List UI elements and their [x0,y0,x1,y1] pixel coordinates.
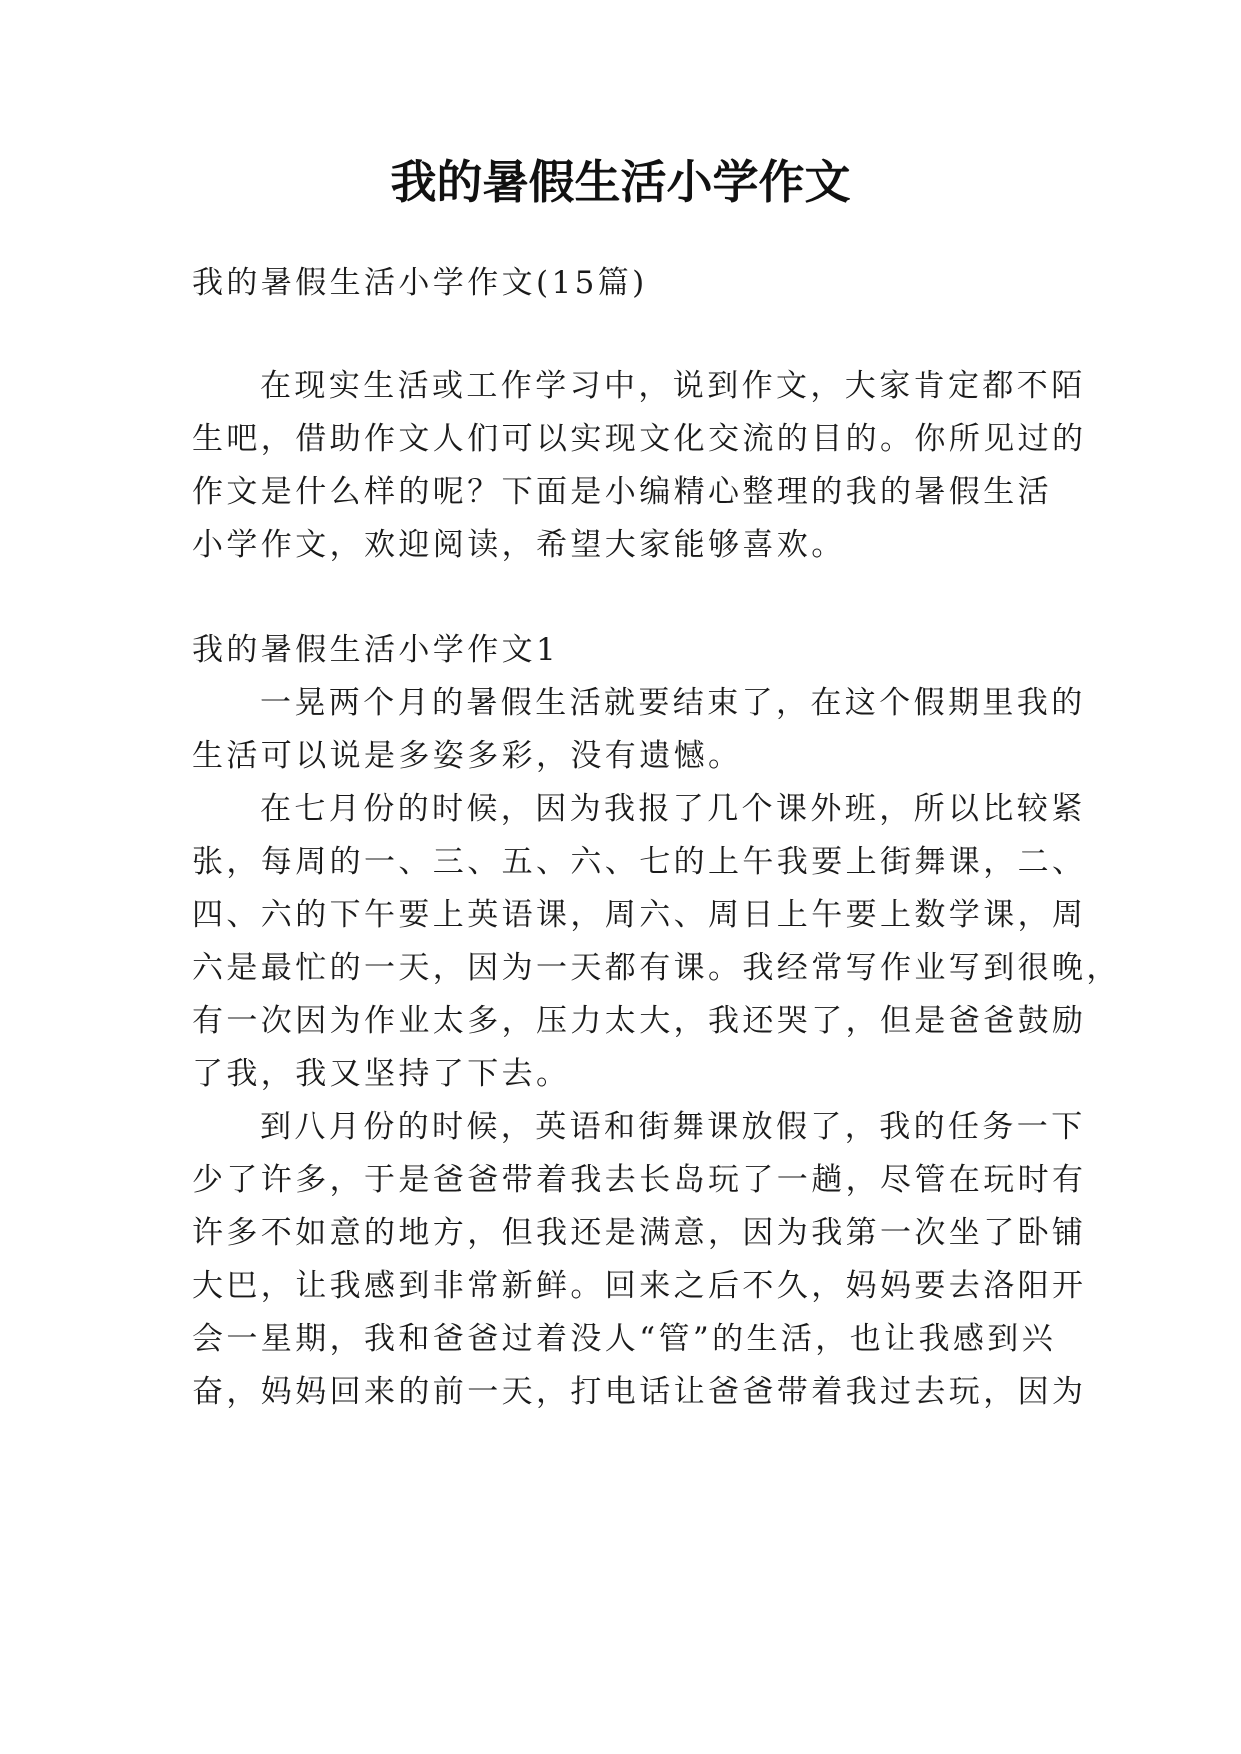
intro-line: 生吧，借助作文人们可以实现文化交流的目的。你所见过的 [192,421,1087,457]
body-line: 大巴，让我感到非常新鲜。回来之后不久，妈妈要去洛阳开 [192,1268,1087,1304]
body-line: 少了许多，于是爸爸带着我去长岛玩了一趟，尽管在玩时有 [192,1162,1087,1198]
body-line: 张，每周的一、三、五、六、七的上午我要上街舞课，二、 [192,844,1087,880]
body-line: 了我，我又坚持了下去。 [192,1056,571,1092]
intro-line: 作文是什么样的呢？下面是小编精心整理的我的暑假生活 [192,474,1052,510]
document-title: 我的暑假生活小学作文 [390,155,851,209]
body-line: 在七月份的时候，因为我报了几个课外班，所以比较紧 [260,791,1086,827]
intro-line: 在现实生活或工作学习中，说到作文，大家肯定都不陌 [260,368,1086,404]
body-line: 生活可以说是多姿多彩，没有遗憾。 [192,738,743,774]
body-line: 一晃两个月的暑假生活就要结束了，在这个假期里我的 [260,685,1086,721]
body-line: 有一次因为作业太多，压力太大，我还哭了，但是爸爸鼓励 [192,1003,1087,1039]
body-line: 会一星期，我和爸爸过着没人“管”的生活，也让我感到兴 [192,1321,1057,1357]
body-line: 到八月份的时候，英语和街舞课放假了，我的任务一下 [260,1109,1086,1145]
body-line: 四、六的下午要上英语课，周六、周日上午要上数学课，周 [192,897,1087,933]
section-heading: 我的暑假生活小学作文1 [192,632,560,668]
intro-line: 小学作文，欢迎阅读，希望大家能够喜欢。 [192,527,846,563]
body-line: 六是最忙的一天，因为一天都有课。我经常写作业写到很晚， [192,950,1121,986]
body-line: 奋，妈妈回来的前一天，打电话让爸爸带着我过去玩，因为 [192,1374,1087,1410]
body-line: 许多不如意的地方，但我还是满意，因为我第一次坐了卧铺 [192,1215,1087,1251]
subtitle: 我的暑假生活小学作文(15篇) [192,265,648,301]
